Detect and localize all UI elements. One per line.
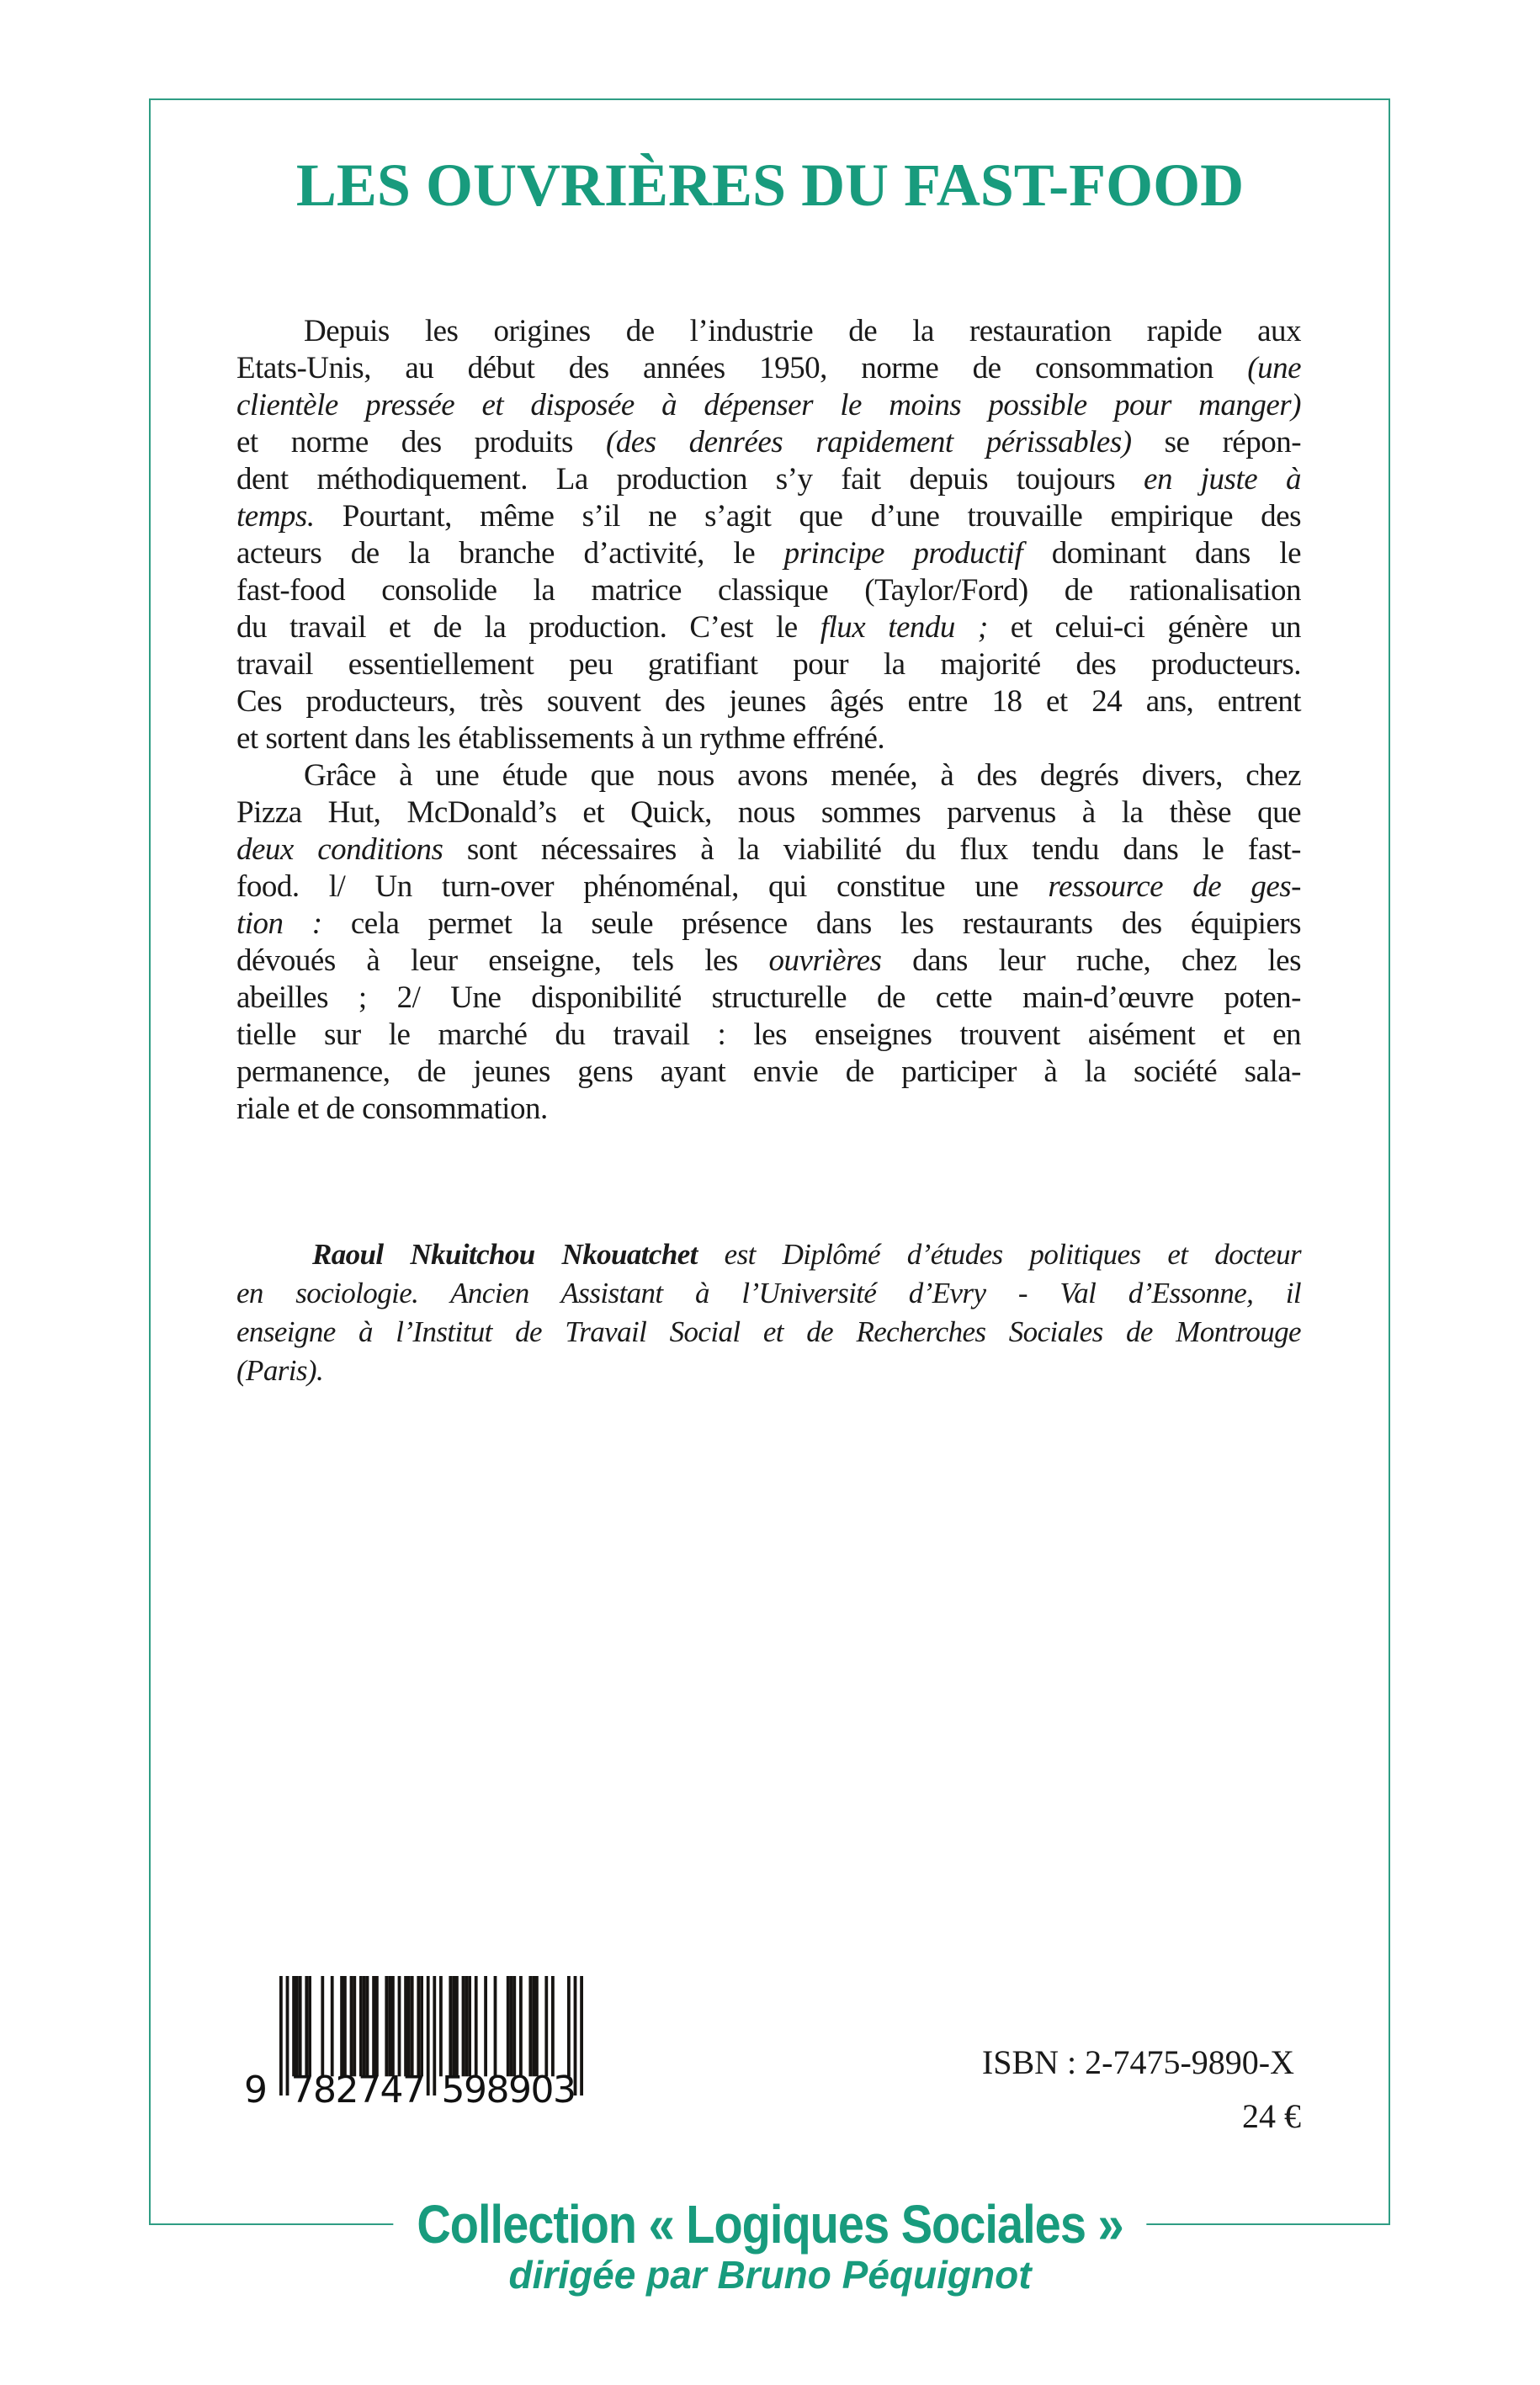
text-line: temps. Pourtant, même s’il ne s’agit que d’une trouvaille empirique des — [236, 499, 1301, 534]
barcode-digits-right: 598903 — [441, 2069, 576, 2111]
text-line: acteurs de la branche d’activité, le principe productif dominant dans le — [236, 536, 1301, 571]
text-line: (Paris). — [236, 1354, 324, 1387]
collection-director: dirigée par Bruno Péquignot — [508, 2253, 1032, 2297]
text-line: Depuis les origines de l’industrie de la restauration rapide aux — [304, 314, 1301, 348]
text-line: Ces producteurs, très souvent des jeunes âgés entre 18 et 24 ans, entrent — [236, 684, 1301, 719]
text-line: abeilles ; 2/ Une disponibilité structurelle de cette main-d’œuvre poten- — [236, 980, 1301, 1015]
text-line: Grâce à une étude que nous avons menée, à des degrés divers, chez — [304, 758, 1301, 793]
isbn-price-block — [981, 2043, 1301, 2136]
text-line: Etats-Unis, au début des années 1950, norme de consommation (une — [236, 351, 1301, 385]
barcode-digits-left: 782747 — [290, 2069, 425, 2111]
ean13-barcode — [244, 1976, 591, 2111]
text-line: tion : cela permet la seule présence dans les restaurants des équipiers — [236, 906, 1301, 941]
text-line: tielle sur le marché du travail : les enseignes trouvent aisément et en — [236, 1017, 1301, 1052]
collection-name: Collection « Logiques Sociales » — [393, 2192, 1146, 2256]
text-line: et sortent dans les établissements à un rythme effréné. — [236, 721, 885, 756]
barcode-digit-prefix: 9 — [244, 2069, 267, 2111]
text-line: deux conditions sont nécessaires à la viabilité du flux tendu dans le fast- — [236, 832, 1301, 867]
text-line: enseigne à l’Institut de Travail Social et de Recherches Sociales de Montrouge — [236, 1315, 1301, 1348]
text-line: travail essentiellement peu gratifiant pour la majorité des producteurs. — [236, 647, 1301, 682]
synopsis-paragraph-1 — [236, 313, 1301, 757]
text-line: dent méthodiquement. La production s’y fait depuis toujours en juste à — [236, 462, 1301, 497]
isbn-text: ISBN : 2-7475-9890-X — [981, 2043, 1294, 2081]
text-line: fast-food consolide la matrice classique (Taylor/Ford) de rationalisation — [236, 573, 1301, 608]
text-line: clientèle pressée et disposée à dépenser le moins possible pour manger) — [236, 388, 1301, 422]
text-line: en sociologie. Ancien Assistant à l’Université d’Evry - Val d’Essonne, il — [236, 1277, 1301, 1309]
synopsis — [236, 313, 1301, 1128]
synopsis-paragraph-2 — [236, 757, 1301, 1128]
text-line: dévoués à leur enseigne, tels les ouvrières dans leur ruche, chez les — [236, 943, 1301, 978]
price-text: 24 € — [1242, 2097, 1301, 2135]
book-title: LES OUVRIÈRES DU FAST-FOOD — [295, 151, 1245, 219]
text-line: permanence, de jeunes gens ayant envie de participer à la société sala- — [236, 1054, 1301, 1089]
text-line: riale et de consommation. — [236, 1092, 548, 1126]
text-line: food. l/ Un turn-over phénoménal, qui constitue une ressource de ges- — [236, 869, 1301, 904]
text-line: du travail et de la production. C’est le flux tendu ; et celui-ci génère un — [236, 610, 1301, 645]
author-bio — [236, 1235, 1301, 1390]
text-line: Raoul Nkuitchou Nkouatchet est Diplômé d’études politiques et docteur — [312, 1238, 1301, 1271]
text-line: et norme des produits (des denrées rapidement périssables) se répon- — [236, 425, 1302, 459]
text-line: Pizza Hut, McDonald’s et Quick, nous sommes parvenus à la thèse que — [236, 795, 1301, 830]
